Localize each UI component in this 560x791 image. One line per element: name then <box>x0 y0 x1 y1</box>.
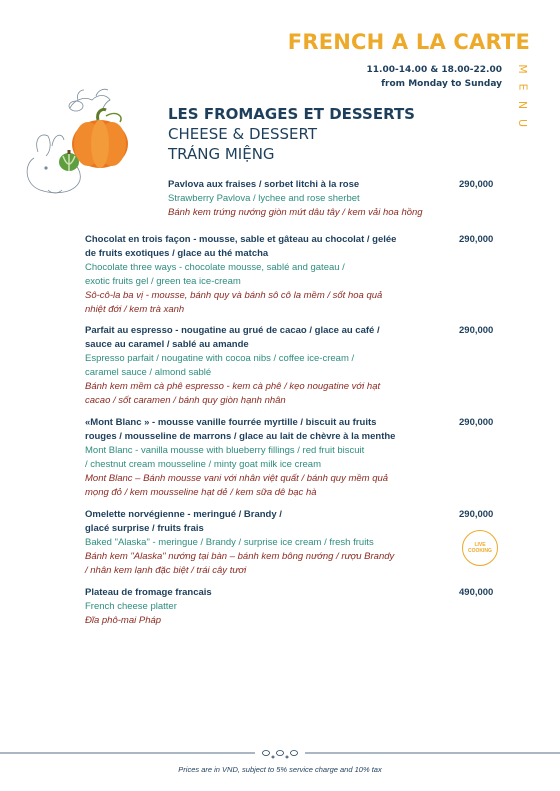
item-name-vn: nhiệt đới / kem trà xanh <box>85 304 185 315</box>
item-name-vn: Mont Blanc – Bánh mousse vani với nhân việt quất / bánh quy mềm quả <box>85 473 389 484</box>
side-letter: U <box>516 118 529 128</box>
item-name-fr: Chocolat en trois façon - mousse, sable et gâteau au chocolat / gelée <box>85 234 397 245</box>
item-name-fr: rouges / mousseline de marrons / glace au lait de chèvre à la menthe <box>85 431 396 442</box>
item-price: 290,000 <box>459 234 494 245</box>
item-name-en: Mont Blanc - vanilla mousse with blueberry fillings / red fruit biscuit <box>85 445 365 456</box>
item-name-en: French cheese platter <box>85 601 177 612</box>
ornament-icon <box>263 751 298 759</box>
item-name-vn: Sô-cô-la ba vị - mousse, bánh quy và bánh sô cô la mềm / sốt hoa quả <box>85 290 383 301</box>
item-name-vn: Bánh kem mềm cà phê espresso - kem cà phê / kẹo nougatine với hạt <box>85 381 381 392</box>
item-name-vn: Đĩa phô-mai Pháp <box>85 615 162 626</box>
footer-divider <box>0 749 560 761</box>
hours-days: from Monday to Sunday <box>381 79 502 89</box>
item-name-vn: Bánh kem trứng nướng giòn mứt dâu tây / kem vải hoa hồng <box>168 207 423 218</box>
item-name-fr: Omelette norvégienne - meringué / Brandy / <box>85 509 282 520</box>
opening-hours <box>367 63 502 91</box>
item-name-fr: glacé surprise / fruits frais <box>85 523 204 534</box>
item-name-en: exotic fruits gel / green tea ice-cream <box>85 276 241 287</box>
item-price: 290,000 <box>459 179 494 190</box>
price-note: Prices are in VND, subject to 5% service charge and 10% tax <box>178 765 382 774</box>
item-name-fr: Parfait au espresso - nougatine au grué de cacao / glace au café / <box>85 325 380 336</box>
item-name-en: caramel sauce / almond sablé <box>85 367 212 378</box>
orange-pumpkin-icon <box>72 109 128 168</box>
side-letter: E <box>515 83 529 91</box>
hours-time: 11.00-14.00 & 18.00-22.00 <box>366 65 502 75</box>
item-name-vn: / nhân kem lạnh đặc biệt / trái cây tươi <box>85 565 247 576</box>
item-name-vn: mọng đỏ / kem mousseline hạt dẻ / kem sữa dê bạc hà <box>85 487 317 498</box>
item-price: 290,000 <box>459 325 494 336</box>
item-name-vn: Bánh kem "Alaska" nướng tại bàn – bánh kem bông nướng / rượu Brandy <box>85 551 395 562</box>
item-name-en: Strawberry Pavlova / lychee and rose sherbet <box>168 193 360 204</box>
item-name-fr: Plateau de fromage francais <box>85 587 212 598</box>
item-name-en: Espresso parfait / nougatine with cocoa nibs / coffee ice-cream / <box>85 353 355 364</box>
pumpkin-illustration <box>18 86 163 198</box>
badge-line: LIVE <box>474 542 486 548</box>
item-price: 290,000 <box>459 417 494 428</box>
item-price: 490,000 <box>459 587 494 598</box>
section-title-en: CHEESE & DESSERT <box>168 125 317 143</box>
section-title-vn: TRÁNG MIỆNG <box>168 145 275 163</box>
vertical-menu-label <box>515 60 529 132</box>
item-name-fr: sauce au caramel / sablé au amande <box>85 339 249 350</box>
goat-sketch-icon <box>69 89 110 111</box>
item-price: 290,000 <box>459 509 494 520</box>
item-name-en: Chocolate three ways - chocolate mousse, sablé and gateau / <box>85 262 345 273</box>
section-heading <box>168 104 415 164</box>
item-name-en: Baked "Alaska" - meringue / Brandy / surprise ice cream / fresh fruits <box>85 537 374 548</box>
side-letter: N <box>515 100 529 110</box>
item-name-fr: de fruits exotiques / glace au thé matcha <box>85 248 269 259</box>
item-name-fr: Pavlova aux fraises / sorbet litchi à la rose <box>168 179 360 190</box>
item-name-vn: cacao / sốt caramen / bánh quy giòn hạnh nhân <box>85 395 286 406</box>
item-name-fr: «Mont Blanc » - mousse vanille fourrée myrtille / biscuit au fruits <box>85 417 377 428</box>
badge-line: COOKING <box>468 548 492 554</box>
section-title-fr: LES FROMAGES ET DESSERTS <box>168 105 415 123</box>
item-name-en: / chestnut cream mousseline / minty goat milk ice cream <box>85 459 322 470</box>
side-letter: M <box>516 64 529 74</box>
page-title: FRENCH A LA CARTE <box>287 30 530 54</box>
live-cooking-badge <box>462 530 498 566</box>
